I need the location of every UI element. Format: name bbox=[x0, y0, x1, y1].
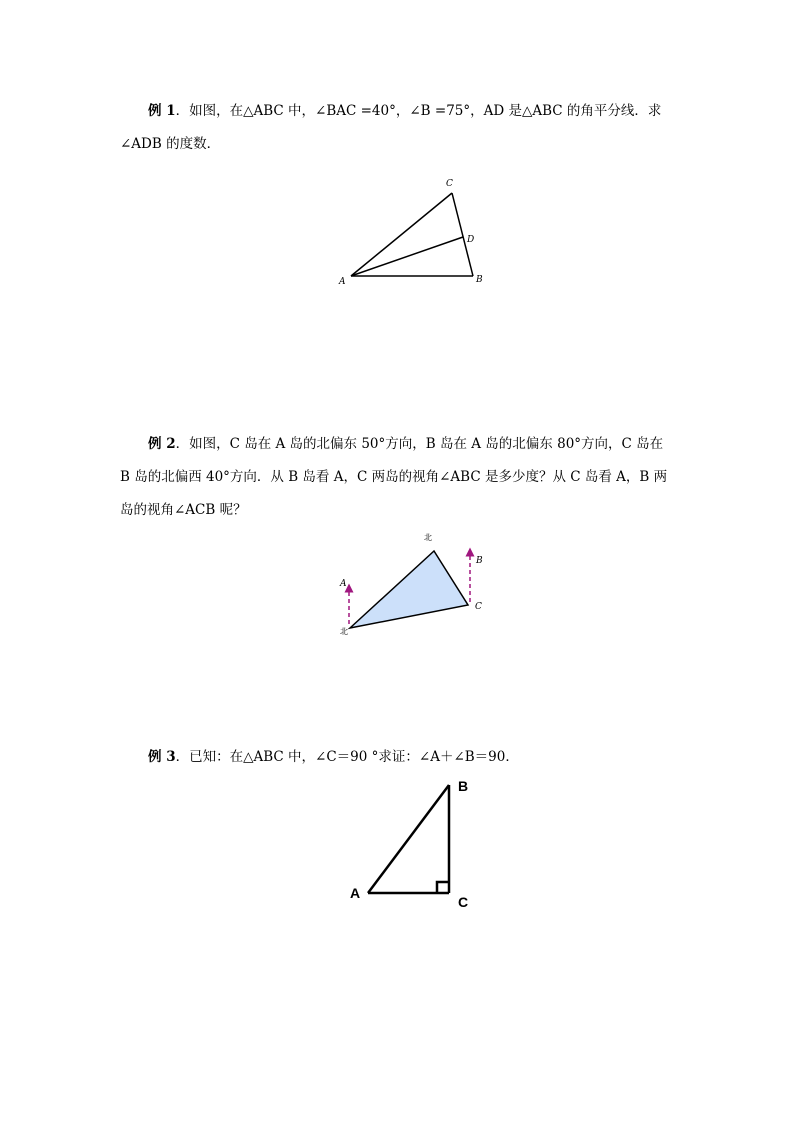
vertex-label-a: A bbox=[339, 277, 346, 287]
right-angle-mark bbox=[437, 882, 449, 893]
point-label-b: B bbox=[476, 556, 483, 566]
side-ca bbox=[351, 193, 452, 276]
example-1-label: 例 1 bbox=[148, 103, 176, 119]
example-2-figure bbox=[330, 528, 500, 640]
example-1-figure bbox=[330, 170, 500, 295]
point-label-a: A bbox=[340, 579, 347, 589]
island-triangle bbox=[350, 551, 468, 628]
example-3-body: ．已知：在△ABC 中，∠C＝90 °求证：∠A＋∠B＝90． bbox=[175, 749, 519, 765]
vertex-label-d: D bbox=[467, 235, 475, 245]
bisector-ad bbox=[351, 237, 463, 276]
north-label-bottom: 北 bbox=[340, 627, 348, 636]
north-label-top: 北 bbox=[424, 533, 432, 542]
example-1-body: ．如图，在△ABC 中，∠BAC =40°，∠B =75°，AD 是△ABC 的角平分线．求∠ADB 的度数． bbox=[120, 103, 662, 152]
side-ba bbox=[368, 785, 449, 893]
example-2-body: ．如图，C 岛在 A 岛的北偏东 50°方向，B 岛在 A 岛的北偏东 80°方向，C 岛在 B 岛的北偏西 40°方向．从 B 岛看 A，C 两岛的视角∠ABC 是多少度？从 C 岛看 A，B 两岛的视角∠ACB 呢？ bbox=[120, 436, 668, 518]
example-2-text bbox=[120, 428, 668, 527]
example-3-label: 例 3 bbox=[148, 749, 176, 765]
vertex-label-b: B bbox=[476, 275, 483, 285]
vertex-label-c: C bbox=[458, 894, 469, 910]
point-label-c: C bbox=[475, 602, 482, 612]
vertex-label-a: A bbox=[350, 885, 361, 901]
vertex-label-c: C bbox=[446, 179, 453, 189]
example-1-text bbox=[120, 95, 668, 161]
example-2-label: 例 2 bbox=[148, 436, 176, 452]
vertex-label-b: B bbox=[458, 778, 469, 794]
example-3-figure bbox=[340, 770, 480, 915]
